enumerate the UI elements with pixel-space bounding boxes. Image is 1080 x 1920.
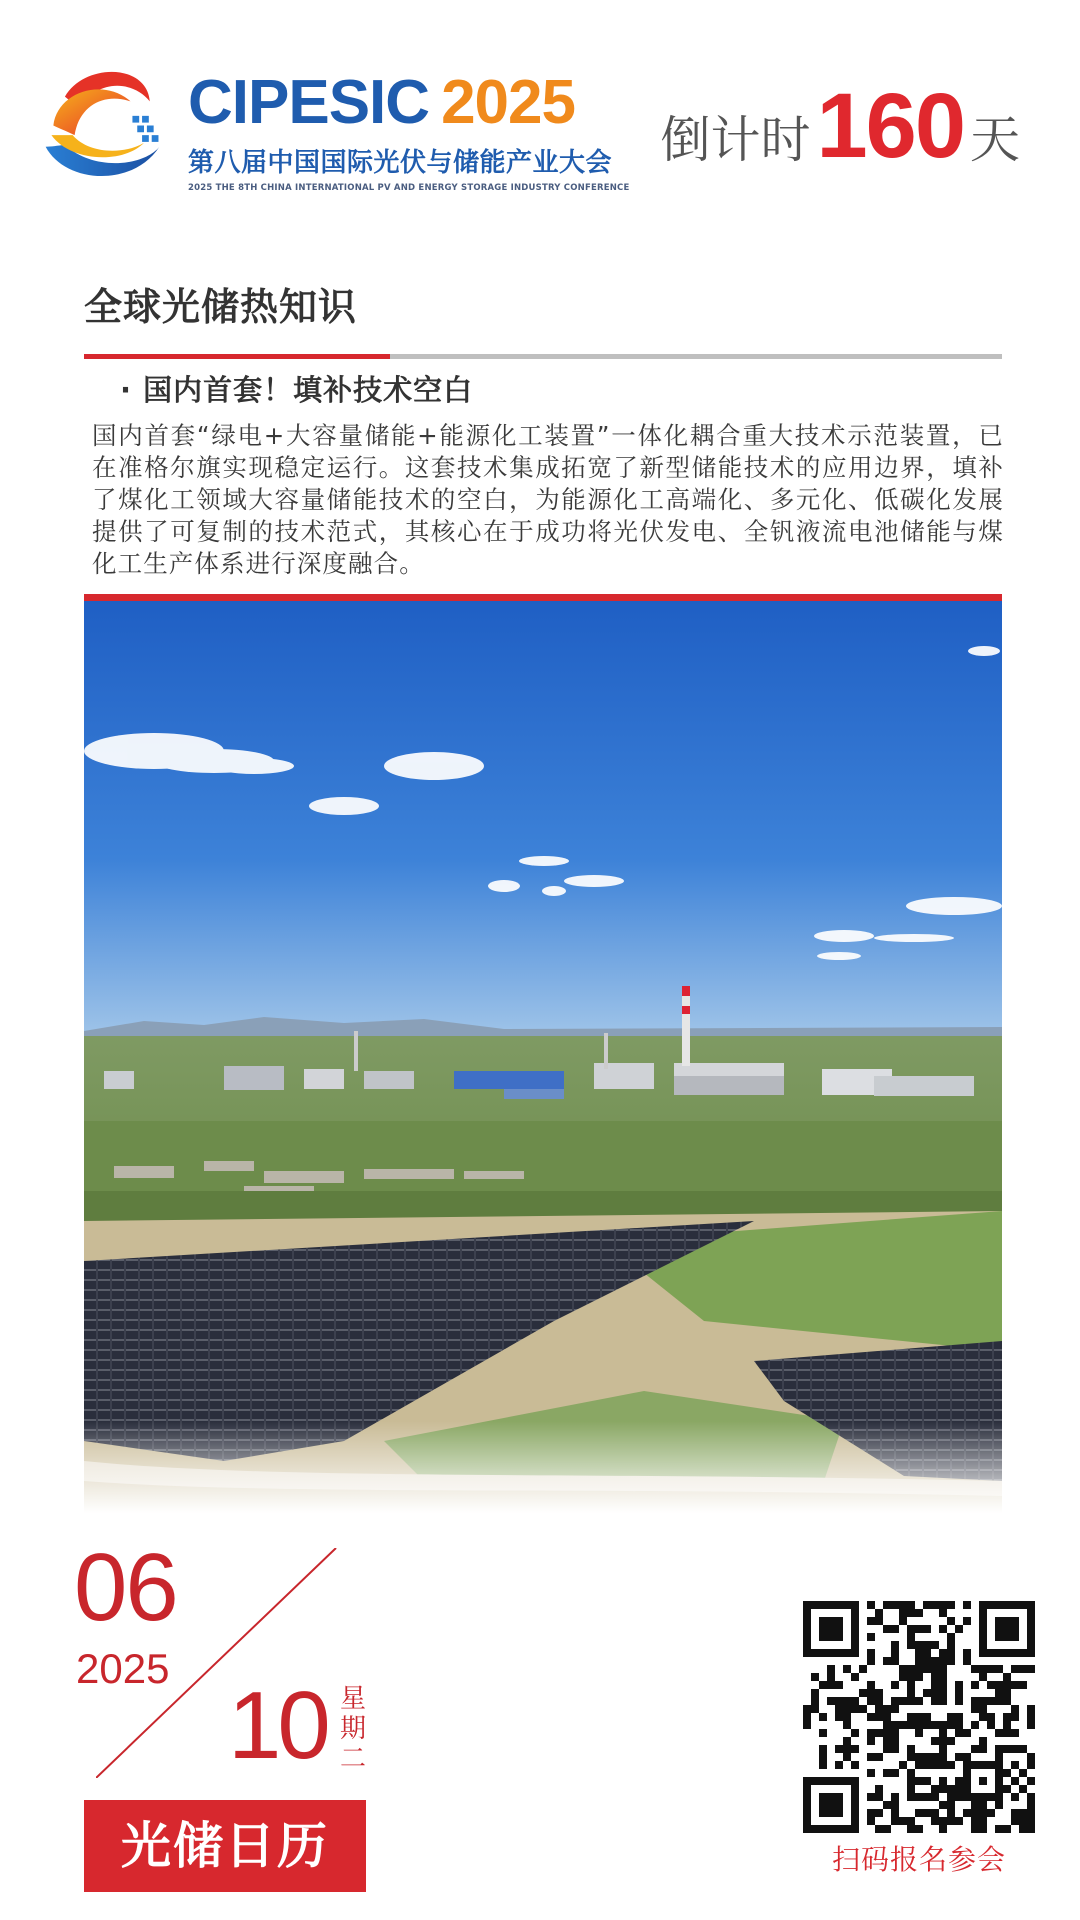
- conference-name-en: 2025 THE 8TH CHINA INTERNATIONAL PV AND ENERGY STORAGE INDUSTRY CONFERENCE: [188, 183, 630, 193]
- article-body: 国内首套“绿电+大容量储能+能源化工装置”一体化耦合重大技术示范装置，已在准格尔旗实现稳定运行。这套技术集成拓宽了新型储能技术的应用边界，填补了煤化工领域大容量储能技术的空白，为能源化工高端化、多元化、低碳化发展提供了可复制的技术范式，其核心在于成功将光伏发电、全钒液流电池储能与煤化工生产体系进行深度融合。: [92, 421, 1004, 578]
- brand-cipesic: CIPESIC: [188, 68, 430, 137]
- brand-name: [188, 68, 583, 137]
- title-divider-accent: [84, 354, 390, 359]
- date-month: 06: [74, 1534, 177, 1641]
- conference-name-cn: 第八届中国国际光伏与储能产业大会: [188, 148, 613, 178]
- countdown-prefix: 倒计时: [660, 111, 811, 169]
- qr-code-icon[interactable]: [803, 1601, 1035, 1833]
- conference-logotype: [188, 68, 630, 193]
- calendar-label-badge: 光储日历: [84, 1800, 366, 1892]
- date-day: 10: [228, 1672, 327, 1779]
- date-weekday: 星期二: [339, 1684, 366, 1774]
- article-headline: · 国内首套！填补技术空白: [120, 373, 474, 407]
- brand-year: 2025: [441, 68, 575, 137]
- countdown-days: 160: [816, 75, 964, 177]
- cipesic-logo-icon: [36, 58, 171, 193]
- solar-farm-photo: [84, 601, 1002, 1513]
- countdown-suffix: 天: [970, 111, 1020, 169]
- photo-divider: [84, 594, 1002, 601]
- qr-caption: 扫码报名参会: [831, 1843, 1006, 1876]
- date-year: 2025: [76, 1645, 170, 1692]
- countdown: [661, 74, 1021, 179]
- section-title: 全球光储热知识: [84, 285, 358, 329]
